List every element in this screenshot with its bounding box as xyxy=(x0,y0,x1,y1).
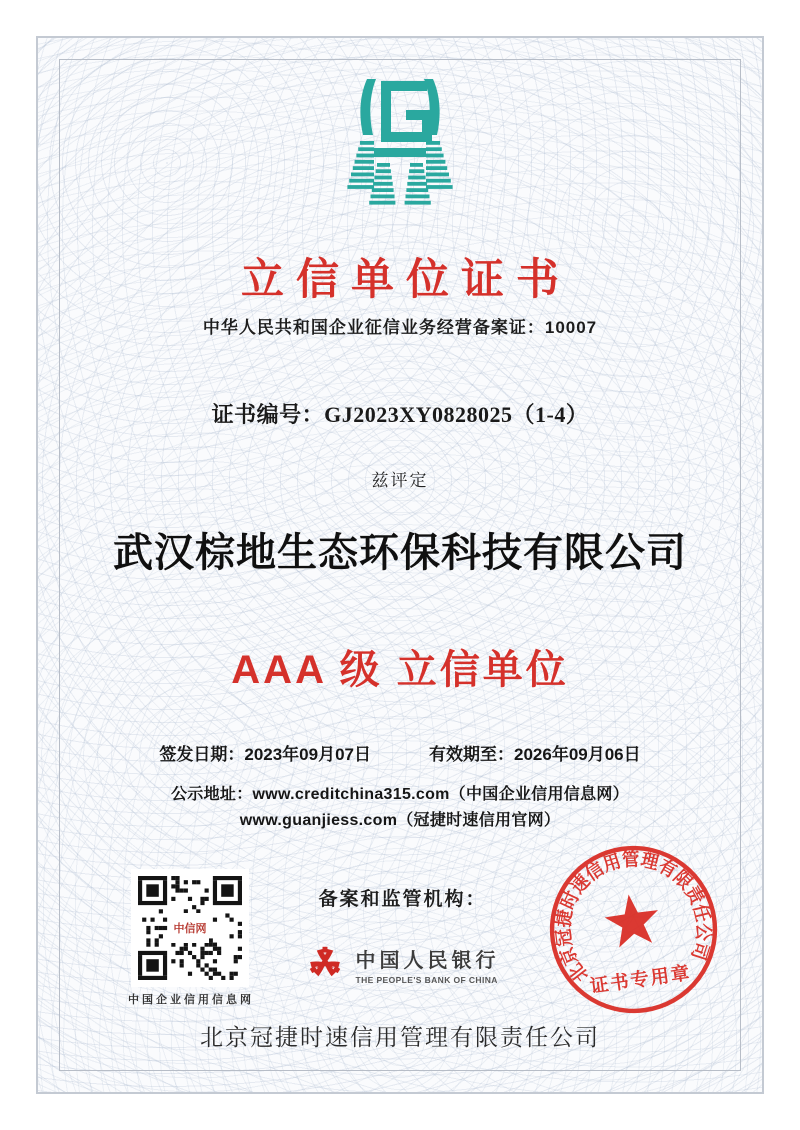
issue-date: 签发日期：2023年09月07日 xyxy=(159,745,371,764)
filing-number-line: 中华人民共和国企业征信业务经营备案证：10007 xyxy=(202,318,598,337)
pboc-emblem-icon xyxy=(306,939,344,990)
publicity-line-2: www.guanjiess.com（冠捷时速信用官网） xyxy=(239,812,561,829)
qr-center-label: 中信网 xyxy=(171,913,209,943)
issuer-company-name: 北京冠捷时速信用管理有限责任公司 xyxy=(200,1024,600,1050)
seal-star-icon xyxy=(602,891,662,949)
publicity-line-1: 公示地址：www.creditchina315.com（中国企业信用信息网） xyxy=(171,786,629,803)
certificate-number: 证书编号：GJ2023XY0828025（1-4） xyxy=(211,402,589,427)
bank-name-en: THE PEOPLE'S BANK OF CHINA xyxy=(355,975,498,985)
regulator-block xyxy=(285,884,520,990)
regulator-label: 备案和监管机构： xyxy=(318,889,487,910)
qr-caption: 中国企业信用信息网 xyxy=(128,994,254,1006)
dates-row xyxy=(0,740,800,765)
rating-grade: AAA 级 立信单位 xyxy=(231,648,569,692)
assessment-intro: 兹评定 xyxy=(371,471,429,490)
bank-name-cn: 中国人民银行 xyxy=(355,950,500,972)
seal-company-arc-text: 北京冠捷时速信用管理有限责任公司 xyxy=(553,849,714,986)
valid-until-date: 有效期至：2026年09月06日 xyxy=(429,745,641,764)
publicity-addresses xyxy=(0,782,800,834)
company-seal xyxy=(545,841,722,1018)
qr-code xyxy=(131,869,249,987)
company-name: 武汉棕地生态环保科技有限公司 xyxy=(113,530,687,575)
certificate-title: 立信单位证书 xyxy=(241,256,571,304)
issuer-logo-icon xyxy=(330,76,470,210)
seal-caption: 证书专用章 xyxy=(588,962,693,998)
